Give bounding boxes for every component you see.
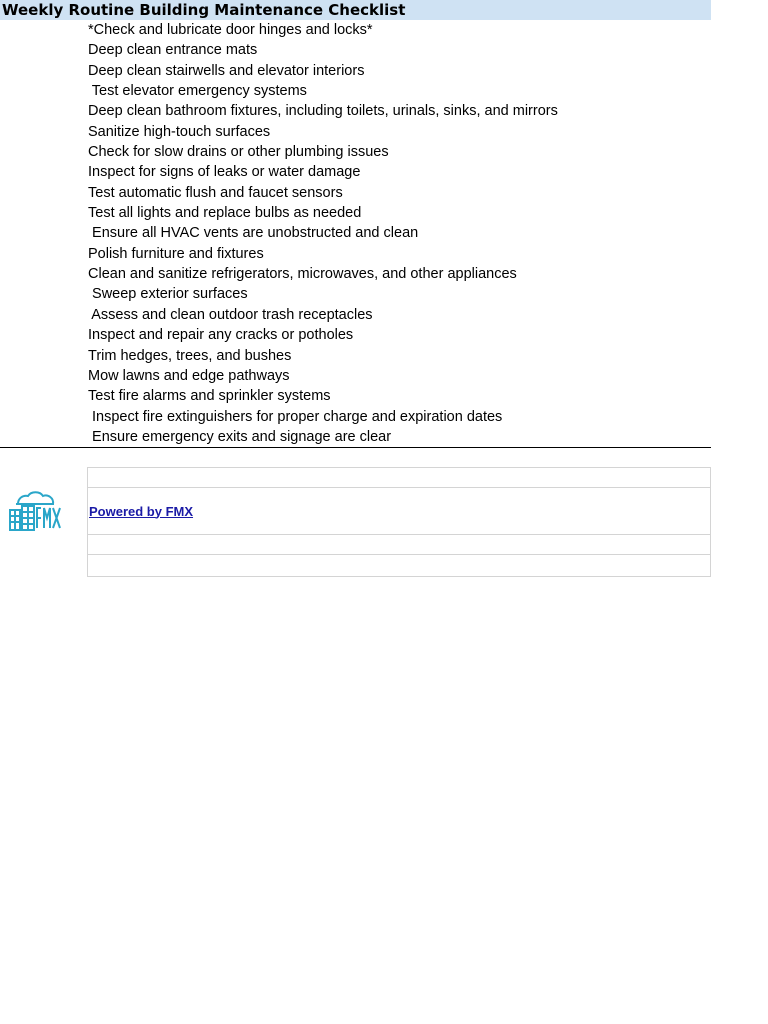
task-list bbox=[88, 20, 711, 447]
task-item[interactable]: Inspect for signs of leaks or water damage bbox=[88, 164, 361, 181]
empty-cell-row bbox=[88, 468, 710, 488]
powered-by-fmx-link[interactable]: Powered by FMX bbox=[89, 503, 194, 519]
task-item[interactable]: Ensure emergency exits and signage are clear bbox=[88, 428, 392, 445]
sheet-title: Weekly Routine Building Maintenance Checklist bbox=[0, 0, 711, 20]
powered-by-row bbox=[88, 488, 710, 535]
task-item[interactable]: Deep clean entrance mats bbox=[88, 42, 258, 59]
task-item[interactable]: Assess and clean outdoor trash receptacles bbox=[88, 306, 373, 323]
empty-cell-row bbox=[88, 555, 710, 576]
empty-cell-row bbox=[88, 535, 710, 555]
fmx-logo-icon bbox=[8, 490, 62, 534]
task-item[interactable]: *Check and lubricate door hinges and locks* bbox=[88, 22, 373, 38]
task-item[interactable]: Test all lights and replace bulbs as needed bbox=[88, 205, 362, 222]
task-item[interactable]: Deep clean stairwells and elevator interiors bbox=[88, 62, 365, 79]
task-item[interactable]: Test fire alarms and sprinkler systems bbox=[88, 388, 331, 405]
task-item[interactable]: Inspect fire extinguishers for proper charge and expiration dates bbox=[88, 408, 503, 425]
task-item[interactable]: Sweep exterior surfaces bbox=[88, 286, 248, 303]
task-item[interactable]: Trim hedges, trees, and bushes bbox=[88, 347, 292, 364]
footer-cells bbox=[87, 467, 711, 577]
task-item[interactable]: Mow lawns and edge pathways bbox=[88, 367, 290, 384]
task-item[interactable]: Ensure all HVAC vents are unobstructed and clean bbox=[88, 225, 419, 242]
task-item[interactable]: Sanitize high-touch surfaces bbox=[88, 123, 271, 140]
task-item[interactable]: Test automatic flush and faucet sensors bbox=[88, 184, 343, 201]
task-item[interactable]: Clean and sanitize refrigerators, microwaves, and other appliances bbox=[88, 266, 517, 283]
task-item[interactable]: Check for slow drains or other plumbing issues bbox=[88, 144, 389, 161]
task-item[interactable]: Inspect and repair any cracks or potholes bbox=[88, 327, 354, 344]
task-item[interactable]: Deep clean bathroom fixtures, including toilets, urinals, sinks, and mirrors bbox=[88, 103, 558, 120]
task-item[interactable]: Test elevator emergency systems bbox=[88, 83, 307, 100]
task-item[interactable]: Polish furniture and fixtures bbox=[88, 245, 264, 262]
section-divider bbox=[0, 447, 711, 448]
